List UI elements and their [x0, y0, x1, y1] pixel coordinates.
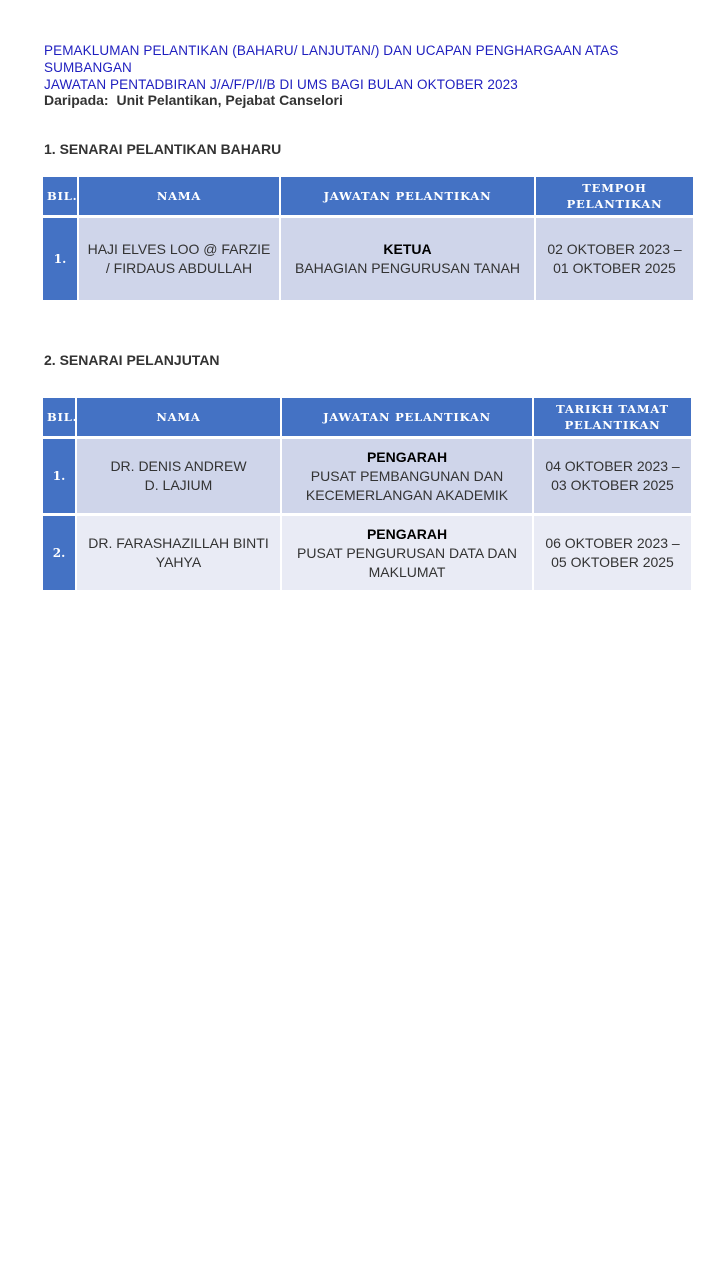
nama-line-2: D. LAJIUM	[144, 477, 213, 493]
position-department: BAHAGIAN PENGURUSAN TANAH	[294, 260, 521, 276]
section2-title: 2. SENARAI PELANJUTAN	[44, 352, 220, 368]
date-end: 05 OKTOBER 2025	[551, 554, 674, 570]
position-department: PUSAT PEMBANGUNAN DAN KECEMERLANGAN AKADEMIK	[305, 467, 509, 503]
heading-line-1: PEMAKLUMAN PELANTIKAN (BAHARU/ LANJUTAN/) DAN UCAPAN PENGHARGAAN ATAS SUMBANGAN	[44, 43, 619, 75]
from-line	[44, 92, 347, 108]
header-bil: BIL.	[43, 398, 75, 436]
header-jawatan: JAWATAN PELANTIKAN	[282, 398, 532, 436]
row-number: 1.	[43, 439, 75, 513]
row-nama: HAJI ELVES LOO @ FARZIE / FIRDAUS ABDULLAH	[79, 218, 279, 300]
extensions-table	[41, 395, 693, 593]
row-tempoh	[536, 218, 693, 300]
from-value: Unit Pelantikan, Pejabat Canselori	[116, 92, 343, 108]
row-tarikh-tamat	[534, 439, 691, 513]
row-nama	[77, 439, 280, 513]
header-nama: NAMA	[79, 177, 279, 215]
row-number: 1.	[43, 218, 77, 300]
row-jawatan	[282, 439, 532, 513]
row-jawatan	[282, 516, 532, 590]
date-end: 01 OKTOBER 2025	[553, 260, 676, 276]
table-row	[43, 439, 691, 513]
row-jawatan	[281, 218, 534, 300]
heading-line-2: JAWATAN PENTADBIRAN J/A/F/P/I/B DI UMS BAGI BULAN OKTOBER 2023	[44, 77, 518, 92]
section1-title: 1. SENARAI PELANTIKAN BAHARU	[44, 141, 282, 157]
header-nama: NAMA	[77, 398, 280, 436]
table-header-row	[43, 177, 693, 215]
row-tarikh-tamat	[534, 516, 691, 590]
table-header-row	[43, 398, 691, 436]
row-nama: DR. FARASHAZILLAH BINTI YAHYA	[77, 516, 280, 590]
table-row	[43, 218, 693, 300]
row-number: 2.	[43, 516, 75, 590]
header-tarikh-tamat: TARIKH TAMAT PELANTIKAN	[534, 398, 691, 436]
date-start: 02 OKTOBER 2023 –	[547, 241, 682, 257]
header-bil: BIL.	[43, 177, 77, 215]
nama-line-1: DR. DENIS ANDREW	[110, 458, 247, 474]
position-title: KETUA	[383, 241, 432, 257]
document-heading	[44, 42, 694, 93]
table-row	[43, 516, 691, 590]
date-start: 04 OKTOBER 2023 –	[545, 458, 680, 474]
position-title: PENGARAH	[366, 525, 448, 542]
from-label: Daripada:	[44, 92, 109, 108]
new-appointments-table	[41, 174, 695, 303]
position-department: PUSAT PENGURUSAN DATA DAN MAKLUMAT	[297, 544, 517, 580]
header-tempoh: TEMPOH PELANTIKAN	[536, 177, 693, 215]
date-start: 06 OKTOBER 2023 –	[545, 535, 680, 551]
position-title: PENGARAH	[366, 448, 448, 465]
header-jawatan: JAWATAN PELANTIKAN	[281, 177, 534, 215]
date-end: 03 OKTOBER 2025	[551, 477, 674, 493]
